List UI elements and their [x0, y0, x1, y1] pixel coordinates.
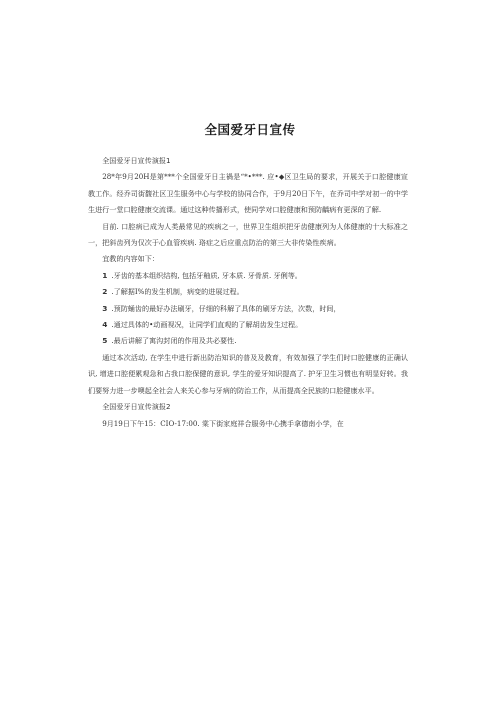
document-title: 全国爱牙日宣传 [204, 122, 296, 137]
document-body [88, 153, 408, 432]
list-item [88, 301, 408, 317]
list-number: 3 [102, 303, 108, 313]
list-text: .最后讲解了寓沟封闭的作用及共必要性. [111, 336, 237, 346]
body-paragraph: 目前. 口腔病已成为人类最常见的疾病之一，世界卫生组织把牙齿健康列为人体健康的十大标准之一，把斜齿列为仅次于心血管疾病. 珞症之后应重点防治的第三大非传染性疾病。 [88, 221, 408, 248]
body-paragraph: 28*年9月20H是第***个全国爱牙日主禍是“*•***. 应•◆区卫生局的要求，开展关于口腔健康宣教工作。经乔司街馥社区卫生服务中心与学校的协同合作，于9月20日下午，在乔司中学对初一的中学生进行一堂口腔健康交流课。通过这种传播形式，使同学对口腔健康和预防齲病有更深的了解. [88, 172, 408, 215]
list-text: .牙齿的基本组织结构, 包括牙釉质, 牙本质. 牙骨质. 牙俐等。 [111, 270, 302, 280]
section-heading-1: 全国爱牙日宣传演报1 [102, 156, 171, 165]
list-item [88, 268, 408, 284]
list-number: 2 [102, 287, 108, 297]
body-paragraph: 通过本次活动, 在学生中进行新出防治知识的普及及教育，有效加强了学生们时口腔健康的正确认识, 增进口腔便累观急和占我口腔保健的意识, 学生的爱牙知识提高了. 护牙卫生习惯也有明显好转。我们要努力进一步噢起全社会人来关心参与牙病的防治工作，从而提高全民族的口腔健康水平。 [88, 352, 408, 395]
list-number: 4 [102, 320, 108, 330]
body-paragraph: 9月19日下午15：CIO-17:00. 棠下街家庭祥合服务中心携手拿德南小学，在 [102, 418, 344, 428]
list-item [88, 317, 408, 333]
list-number: 5 [102, 336, 108, 346]
list-text: .通过具体的•动画视况，让同学们直观的了解胡齿发生过程。 [111, 320, 303, 330]
list-number: 1 [102, 270, 108, 280]
list-text: .了解据I%的发生机制，病变的进展过程。 [111, 287, 244, 297]
list-text: .预防蛹齿的最好办法刷牙，仔细的科解了具体的刷牙方法，次数，时间， [111, 303, 341, 313]
section-heading-2: 全国爱牙日宣传演报2 [102, 402, 171, 412]
body-paragraph: 宜教的内容如下： [102, 254, 159, 264]
list-item [88, 333, 408, 349]
list-item [88, 284, 408, 300]
